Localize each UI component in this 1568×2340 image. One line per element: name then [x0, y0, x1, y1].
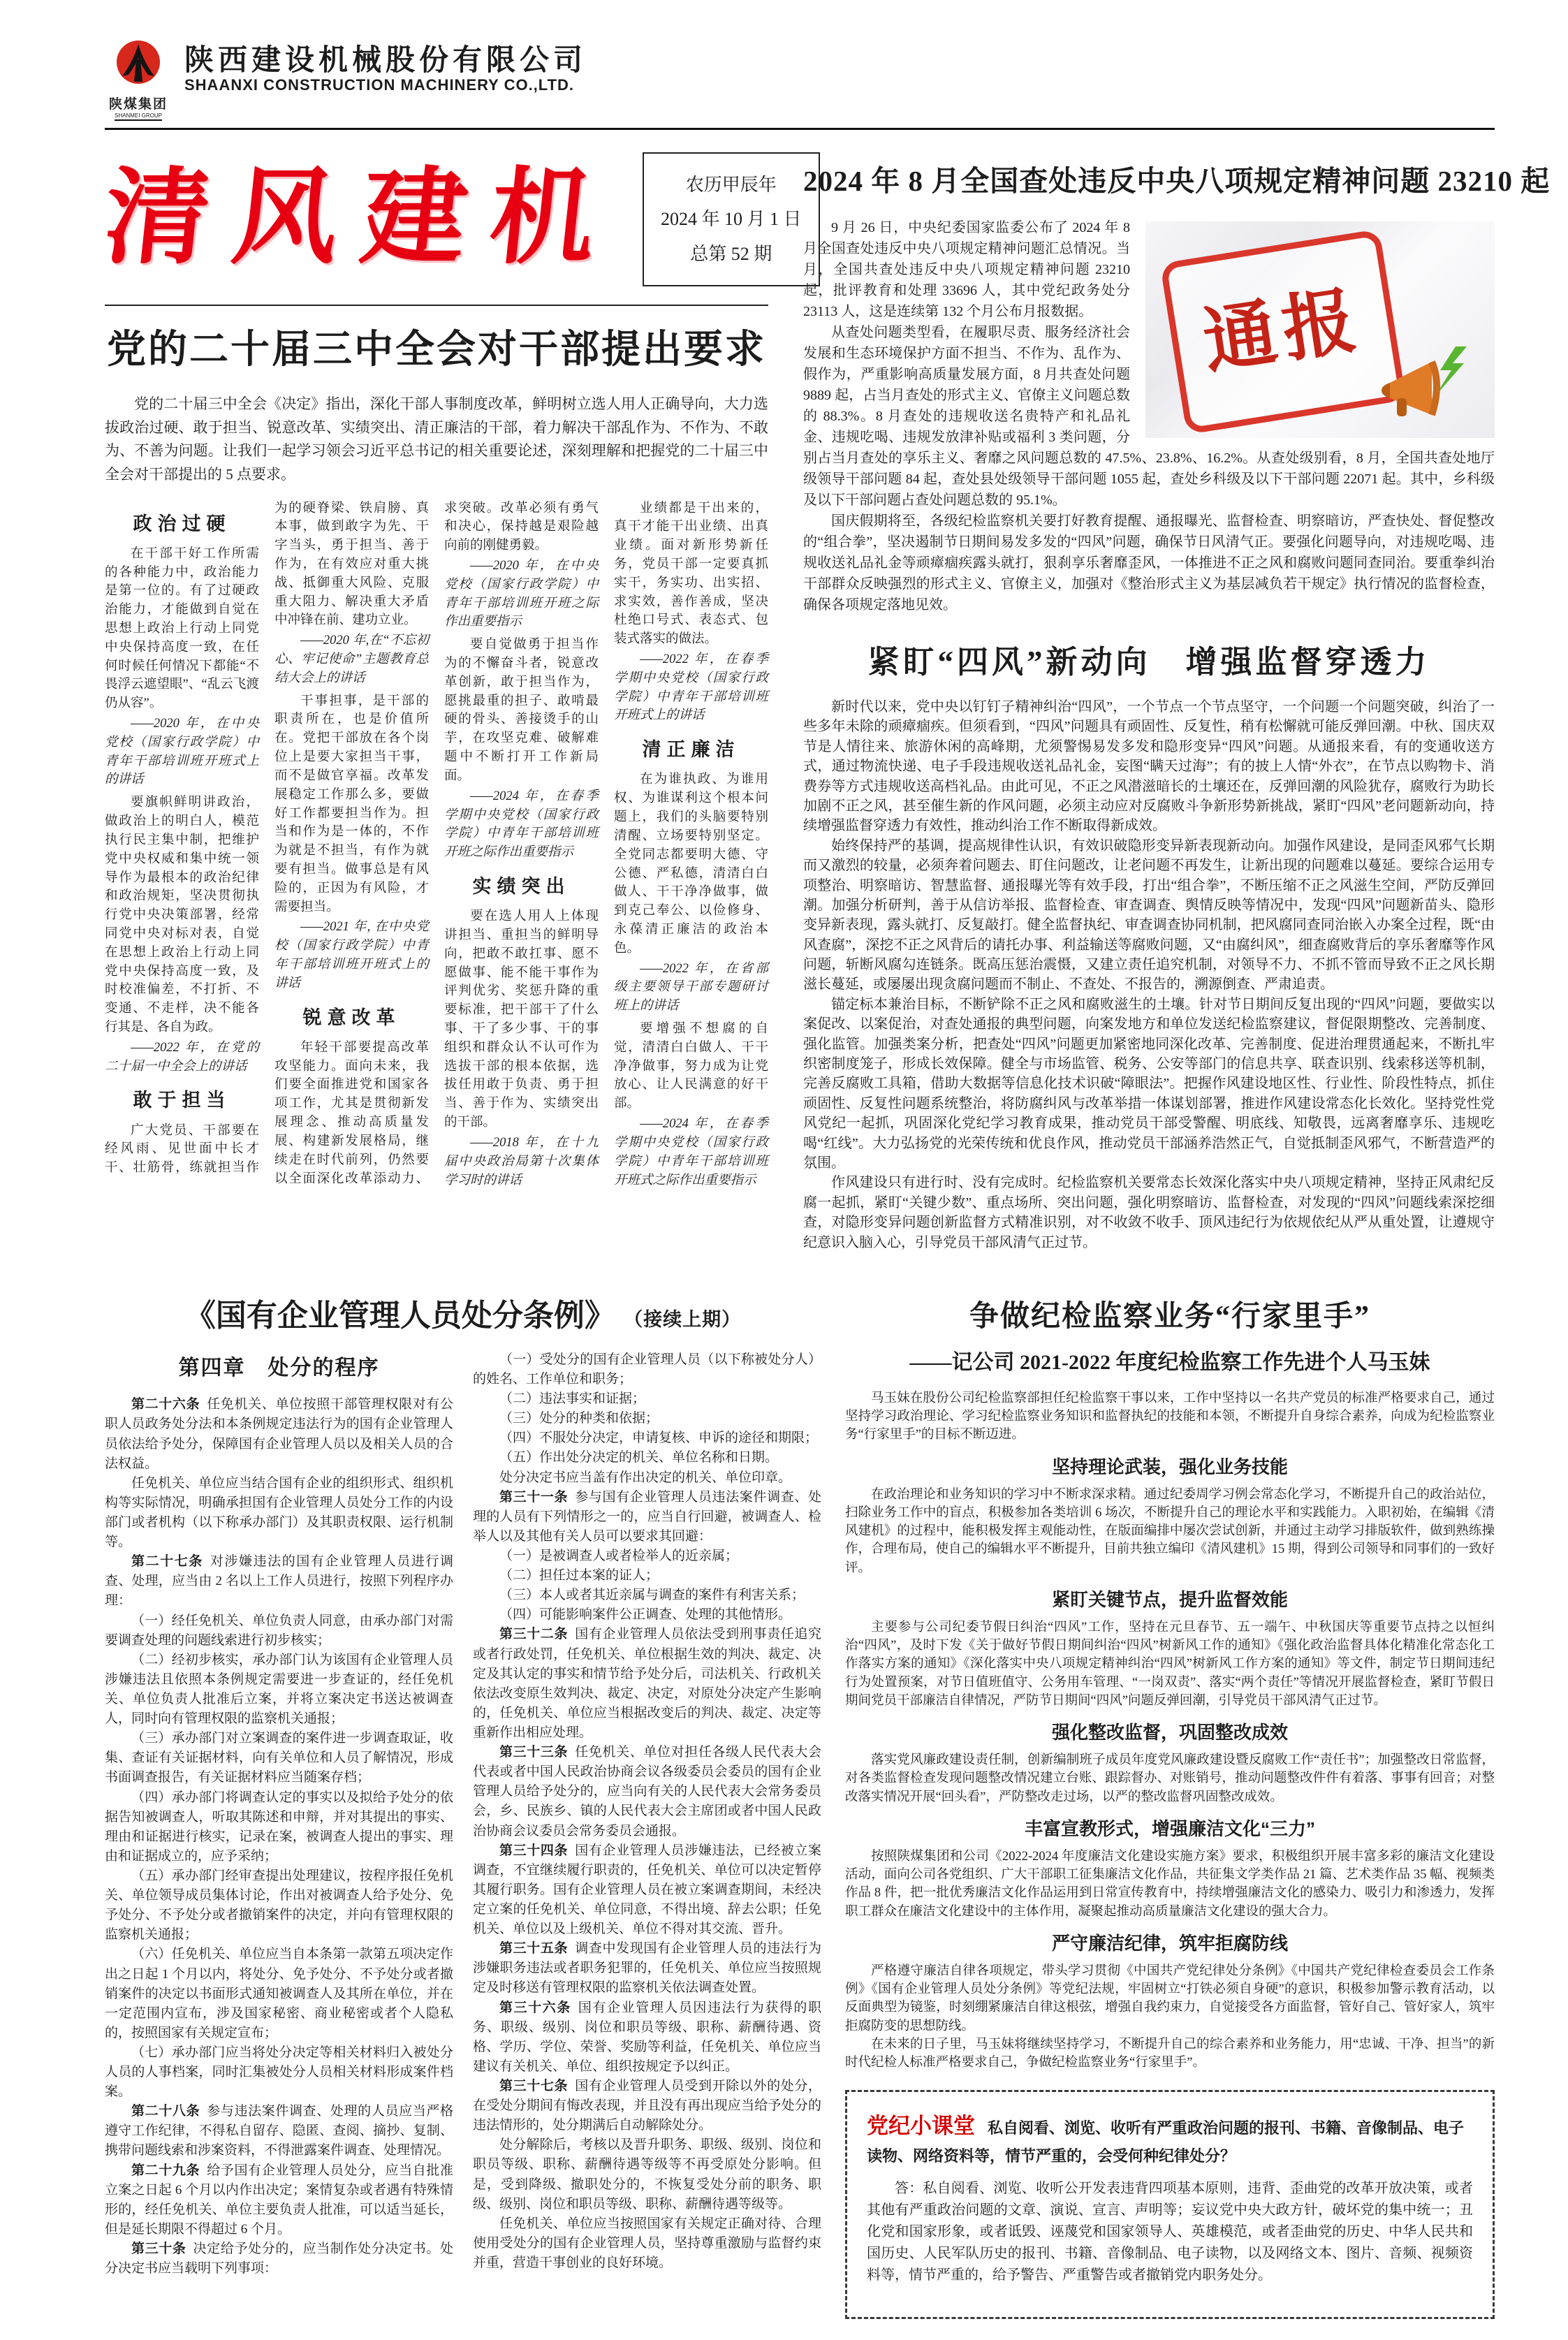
company-name-cn: 陕西建设机械股份有限公司 — [184, 43, 587, 76]
law-paragraph: 处分决定书应当盖有作出决定的机关、单位印章。 — [499, 1470, 792, 1485]
article-cadre-requirements — [105, 319, 768, 1190]
article1-paragraph: ——2021 年, 在中央党校（国家行政学院）中青年干部培训班开班式上的讲话 — [274, 920, 429, 990]
article2-title: 2024 年 8 月全国查处违反中央八项规定精神问题 23210 起 — [803, 165, 1551, 197]
article5-body — [845, 1389, 1495, 2072]
law-paragraph: （四）承办部门将调查认定的事实以及拟给予处分的依据告知被调查人，听取其陈述和申辩，并对其提出的事实、理由和证据进行核实，记录在案，被调查人提出的事实、理由和证据成立的，应予采纳； — [105, 1790, 453, 1864]
law-article-number: 第三十五条 — [499, 1941, 569, 1957]
article2-body — [803, 217, 1495, 615]
notice-frame — [1160, 229, 1407, 435]
law-article-number: 第三十条 — [131, 2242, 186, 2257]
article5-paragraph: 落实党风廉政建设责任制，创新编制班子成员年度党风廉政建设暨反腐败工作“责任书”；加强整改日常监督，对各类监督检查发现问题整改情况建立台账、跟踪督办、对账销号，推动问题整改件件有着落、事事有回音；对整改落实情况开展“回头看”，严防整改走过场，以严的整改监督巩固整改成效。 — [845, 1753, 1495, 1804]
classroom-title: 党纪小课堂 — [867, 2114, 975, 2139]
article-regulation — [105, 1286, 821, 2319]
issue-date: 2024 年 10 月 1 日 — [661, 209, 802, 230]
article1-paragraph: ——2022 年，在党的二十届一中全会上的讲话 — [105, 1040, 259, 1074]
law-article-number: 第二十六条 — [131, 1397, 200, 1412]
law-paragraph: 第二十七条 对涉嫌违法的国有企业管理人员进行调查、处理，应当由 2 名以上工作人员进行，按照下列程序办理： — [105, 1554, 453, 1609]
article4-body — [105, 1350, 821, 2279]
article1-body — [105, 499, 768, 1190]
law-paragraph: （五）作出处分决定的机关、单位名称和日期。 — [499, 1450, 779, 1465]
article1-paragraph: ——2022 年，在省部级主要领导干部专题研讨班上的讲话 — [614, 961, 768, 1014]
notice-label: 通报 — [1198, 279, 1368, 383]
issue-number: 总第 52 期 — [690, 243, 772, 264]
article1-paragraph: 要旗帜鲜明讲政治，做政治上的明白人，模范执行民主集中制，把维护党中央权威和集中统一领导作为最根本的政治纪律和政治规矩，坚决贯彻执行党中央决策部署，经常同党中央对标对表，自觉在思想上政治上行动上同党中央保持高度一致，及时校准偏差，不打折、不变通、不走样，决不能各行其是、各自为政。 — [105, 796, 259, 1034]
law-paragraph: 第三十条 决定给予处分的，应当制作处分决定书。处分决定书应当载明下列事项： — [105, 2242, 453, 2276]
law-article-number: 第三十七条 — [499, 2078, 569, 2093]
article1-paragraph: 业绩都是干出来的，真干才能干出业绩、出真业绩。面对新形势新任务，党员干部一定要真抓实干，务实功、出实招、求实效，善作善成，坚决杜绝口号式、表态式、包装式落实的做法。 — [614, 501, 768, 647]
article1-paragraph: 要在选人用人上体现讲担当、重担当的鲜明导向，把敢不敢扛事、愿不愿做事、能不能干事作为评判优劣、奖惩升降的重要标准，把干部干了什么事、干了多少事、干的事组织和群众认不认可作为选拔干部的根本依据，选拔任用敢于负责、勇于担当、善于作为、实绩突出的干部。 — [444, 909, 599, 1130]
lunar-year: 农历甲辰年 — [685, 175, 777, 195]
article2-paragraph: 从查处问题类型看，在履职尽责、服务经济社会发展和生态环境保护方面不担当、不作为、乱作为、假作为，严重影响高质量发展方面，8 月共查处问题 9889 起，占当月查处的形式主义、官僚主义问题总数的 88.3%。8 月查处的违规收送名贵特产和礼品礼金、违规吃喝、违规发放津补贴或福利 3 类问题，分别占当月查处的享乐主义、奢靡之风问题总数的 47.5%、23.8%、16.2%。从查处级别看，8 月，全国共查处地厅级领导干部问题 84 起，查处县处级领导干部问题 1055 起，查处乡科级及以下干部问题 22071 起。其中，乡科级及以下干部问题占查处问题总数的 95.1%。 — [803, 325, 1495, 508]
law-paragraph: （一）受处分的国有企业管理人员（以下称被处分人）的姓名、工作单位和职务； — [473, 1352, 821, 1387]
article1-paragraph: 清正廉洁 — [642, 739, 740, 761]
article5-paragraph: 紧盯关键节点，提升监督效能 — [1051, 1588, 1288, 1610]
article1-paragraph: 政治过硬 — [133, 513, 231, 534]
law-article-number: 第三十二条 — [499, 1627, 569, 1642]
group-name: 陕煤集团 — [108, 97, 168, 112]
group-logo — [105, 38, 172, 121]
law-paragraph: （七）承办部门应当将处分决定等相关材料归入被处分人员的人事档案，同时汇集被处分人员相关材料形成案件档案。 — [105, 2045, 453, 2100]
classroom-question: 私自阅看、浏览、收听有严重政治问题的报刊、书籍、音像制品、电子读物、网络资料等，情节严重的，会受何种纪律处分？ — [867, 2119, 1465, 2165]
law-paragraph: （五）承办部门经审查提出处理建议，按程序报任免机关、单位领导成员集体讨论，作出对被调查人给予处分、免予处分、不予处分或者撤销案件的决定，并向有管理权限的监察机关通报； — [105, 1868, 453, 1943]
law-paragraph: 任免机关、单位应当结合国有企业的组织形式、组织机构等实际情况，明确承担国有企业管理人员处分工作的内设部门或者机构（以下称承办部门）及其职责权限、运行机制等。 — [105, 1475, 453, 1550]
law-paragraph: 第三十四条 国有企业管理人员涉嫌违法，已经被立案调查，不宜继续履行职责的，任免机关、单位可以决定暂停其履行职务。国有企业管理人员在被立案调查期间，未经决定立案的任免机关、单位同意，不得出境、辞去公职；任免机关、单位以及上级机关、单位不得对其交流、晋升。 — [473, 1843, 821, 1937]
article3-title: 紧盯“四风”新动向 增强监督穿透力 — [867, 645, 1430, 680]
article3-body — [803, 697, 1495, 1252]
article1-paragraph: 年轻干部要提高改革攻坚能力。面向未来，我们要全面推进党和国家各项工作，尤其是贯彻新发展理念、推动高质量发展、构建新发展格局，继续走在时代前列，仍然要以全面深化改革添动力、求突破。改革必须有勇气和决心，保持越是艰险越向前的刚健勇毅。 — [274, 501, 599, 1186]
article5-paragraph: 马玉妹在股份公司纪检监察部担任纪检监察干事以来，工作中坚持以一名共产党员的标准严格要求自己，通过坚持学习政治理论、学习纪检监察业务知识和监督执纪的技能和本领，不断提升自身综合素养，向成为纪检监察业务“行家里手”的目标不断迈进。 — [845, 1391, 1495, 1442]
article4-title: 《国有企业管理人员处分条例》 （接续上期） — [184, 1298, 742, 1333]
law-article-number: 第二十八条 — [131, 2104, 200, 2119]
masthead-title: 清风建机 — [98, 161, 625, 277]
article3-paragraph: 始终保持严的基调，提高规律性认识，有效识破隐形变异新表现新动向。加强作风建设，是同歪风邪气长期而又激烈的较量，必须奔着问题去、盯住问题改，让老问题不再发生，让新出现的问题难以蔓延。要综合运用专项整治、明察暗访、智慧监督、通报曝光等有效手段，打出“组合拳”，不断压缩不正之风滋生空间，严防反弹回潮。加强分析研判，善于从信访举报、监督检查、审查调查、舆情反映等情况中，发现“四风”问题新苗头、隐形变异新表现，露头就打、反复敲打。健全监督执纪、审查调查协同机制，把风腐同查同治嵌入办案全过程，既“由风查腐”，深挖不正之风背后的请托办事、利益输送等腐败问题，又“由腐纠风”，细查腐败背后的享乐奢靡等作风问题，斩断风腐勾连链条。既高压惩治震慑，又建立责任追究机制，对领导不力、不抓不管而导致不正之风长期滋长蔓延，或屡屡出现贪腐问题而不制止、不查处、不报告的，溯源倒查、严肃追责。 — [803, 838, 1495, 993]
article1-paragraph: 要自觉做勇于担当作为的不懈奋斗者，锐意改革创新，敢于担当作为，愿挑最重的担子、敢啃最硬的骨头、善接烫手的山芋，在攻坚克难、破解难题中不断打开工作新局面。 — [444, 638, 599, 783]
law-article-number: 第二十九条 — [131, 2163, 200, 2178]
law-paragraph: （三）承办部门对立案调查的案件进一步调查取证，收集、查证有关证据材料，向有关单位和人员了解情况，形成书面调查报告，有关证据材料应当随案存档； — [105, 1731, 453, 1785]
law-paragraph: （六）任免机关、单位应当自本条第一款第五项决定作出之日起 1 个月以内，将处分、免予处分、不予处分或者撤销案件的决定以书面形式通知被调查人及其所在单位，并在一定范围内宣布，涉及国家秘密、商业秘密或者个人隐私的，按照国家有关规定宣布； — [105, 1947, 453, 2040]
law-paragraph: （三）处分的种类和依据； — [499, 1411, 659, 1426]
group-logo-icon — [112, 38, 164, 92]
law-article-number: 第三十一条 — [499, 1489, 569, 1505]
article1-paragraph: 要增强不想腐的自觉，清清白白做人、干干净净做事，努力成为让党放心、让人民满意的好干部。 — [614, 1022, 768, 1111]
law-paragraph: （四）可能影响案件公正调查、处理的其他情形。 — [499, 1607, 792, 1623]
law-article-number: 第三十四条 — [499, 1843, 569, 1858]
article1-paragraph: ——2024 年，在春季学期中央党校（国家行政学院）中青年干部培训班开班式之际作出重要指示 — [614, 1117, 768, 1187]
article3-paragraph: 锚定标本兼治目标，不断铲除不正之风和腐败滋生的土壤。针对节日期间反复出现的“四风”问题，要做实以案促改、以案促治，对查处通报的典型问题，向案发地方和单位发送纪检监察建议，督促限期整改、完善制度、强化监管。加强类案分析，把查处“四风”问题更加紧密地同深化改革、完善制度、促进治理贯通起来，不断扎牢织密制度笼子，形成长效保障。健全与市场监管、税务、公安等部门的信息共享、联查识别、线索移送等机制，完善反腐败工具箱，借助大数据等信息化技术识破“障眼法”。把握作风建设地区性、行业性、阶段性特点，抓住顽固性、反复性问题系统整治，将防腐纠风与改革举措一体谋划部署，推进作风建设常态化长效化。坚持党性党风党纪一起抓，巩固深化党纪学习教育成果，推动党员干部受警醒、明底线、知敬畏，远离奢靡享乐、违规吃喝“红线”。大力弘扬党的光荣传统和优良作风，推动党员干部涵养浩然正气，自觉抵制歪风邪气，不断营造严的氛围。 — [803, 996, 1495, 1171]
law-article-number: 第三十三条 — [499, 1745, 569, 1760]
article5-paragraph: 坚持理论武装，强化业务技能 — [1051, 1456, 1288, 1477]
law-paragraph: 第三十五条 调查中发现国有企业管理人员的违法行为涉嫌职务违法或者职务犯罪的，任免机关、单位应当按照规定及时移送有管理权限的监察机关依法调查处置。 — [473, 1941, 821, 1996]
article1-paragraph: ——2020 年，在中央党校（国家行政学院）中青年干部培训班开班式上的讲话 — [105, 717, 259, 787]
article1-paragraph: 敢于担当 — [133, 1090, 231, 1111]
article1-paragraph: ——2020 年,在“不忘初心、牢记使命”主题教育总结大会上的讲话 — [274, 634, 429, 685]
article-four-winds — [803, 636, 1495, 1252]
article3-paragraph: 新时代以来，党中央以钉钉子精神纠治“四风”，一个节点一个节点坚守，一个问题一个问题突破，纠治了一些多年未除的顽瘴痼疾。但须看到，“四风”问题具有顽固性、反复性，稍有松懈就可能反弹回潮。中秋、国庆双节是人情往来、旅游休闲的高峰期，尤须警惕易发多发和隐形变异“四风”问题。从通报来看，有的变通收送方式，通过物流快递、电子手段违规收送礼品礼金，妄图“瞒天过海”；有的披上人情“外衣”，在节点以购物卡、消费券等方式违规收送高档礼品。由此可见，不正之风潜滋暗长的土壤还在，反弹回潮的风险犹存，腐败行为助长加剧不正之风，甚至催生新的作风问题，必须主动应对反腐败斗争新形势新挑战，紧盯“四风”老问题新动向，持续增强监督穿透力有效性，推动纠治工作不断取得新成效。 — [803, 699, 1495, 834]
article1-paragraph: 在为谁执政、为谁用权、为谁谋利这个根本问题上，我们的头脑要特别清醒、立场要特别坚定。全党同志都要明大德、守公德、严私德，清清白白做人、干干净净做事，做到克己奉公、以俭修身、永葆清正廉洁的政治本色。 — [614, 773, 768, 956]
article5-paragraph: 强化整改监督，巩固整改成效 — [1051, 1722, 1288, 1743]
article-eight-regulations — [803, 158, 1551, 615]
page-header — [105, 38, 1495, 121]
article5-paragraph: 严守廉洁纪律，筑牢拒腐防线 — [1051, 1932, 1288, 1954]
law-paragraph: 第三十二条 国有企业管理人员依法受到刑事责任追究或者行政处罚，任免机关、单位根据生效的判决、裁定、决定及其认定的事实和情节给予处分后，司法机关、行政机关依法改变原生效判决、裁定、决定，对原处分决定产生影响的，任免机关、单位应当根据改变后的判决、裁定、决定等重新作出相应处理。 — [473, 1627, 821, 1741]
party-discipline-classroom-box — [845, 2090, 1495, 2319]
article3-paragraph: 作风建设只有进行时、没有完成时。纪检监察机关要常态长效深化落实中央八项规定精神，坚持正风肃纪反腐一起抓，紧盯“关键少数”、重点场所、突出问题，强化明察暗访、监督检查，对发现的“四风”问题线索深挖细查，对隐形变异问题创新监督方式精准识别，对不收敛不收手、顶风违纪行为依规依纪从严从重处置，让遵规守纪意识入脑入心，引导党员干部风清气正过节。 — [803, 1175, 1495, 1250]
law-paragraph: （一）经任免机关、单位负责人同意，由承办部门对需要调查处理的问题线索进行初步核实； — [105, 1613, 453, 1648]
article2-paragraph: 9 月 26 日，中央纪委国家监委公布了 2024 年 8 月全国查处违反中央八项规定精神问题汇总情况。当月，全国共查处违反中央八项规定精神问题 23210 起，批评教育和处理 33696 人，其中党纪政务处分 23113 人，这是连续第 132 个月公布月报数据。 — [803, 220, 1130, 319]
law-paragraph: 第三十七条 国有企业管理人员受到开除以外的处分，在受处分期间有悔改表现，并且没有再出现应当给予处分的违法情形的，处分期满后自动解除处分。 — [473, 2078, 821, 2133]
article1-title: 党的二十届三中全会对干部提出要求 — [107, 328, 766, 372]
article5-paragraph: 主要参与公司纪委节假日纠治“四风”工作，坚持在元旦春节、五一端午、中秋国庆等重要节点持之以恒纠治“四风”，及时下发《关于做好节假日期间纠治“四风”树新风工作的通知》《强化政治监督具体化精准化常态化工作落实方案的通知》《深化落实中央八项规定精神纠治“四风”树新风工作方案的通知》等文件，制定节日期间违纪行为处置预案，对节日值班值守、公务用车管理、“一岗双责”、落实“两个责任”等情况开展监督检查，紧盯节假日期间党员干部廉洁自律情况，严防节日期间“四风”问题反弹回潮，引导党员干部风清气正过节。 — [845, 1620, 1495, 1708]
law-paragraph: 处分解除后，考核以及晋升职务、职级、级别、岗位和职员等级、职称、薪酬待遇等级等不再受原处分影响。但是，受到降级、撤职处分的，不恢复受处分前的职务、职级、级别、岗位和职员等级、职称、薪酬待遇等级等。 — [473, 2137, 821, 2211]
article5-paragraph: 丰富宣教形式，增强廉洁文化“三力” — [1024, 1818, 1315, 1839]
law-paragraph: （三）本人或者其近亲属与调查的案件有利害关系； — [499, 1588, 805, 1603]
article5-subtitle: ——记公司 2021-2022 年度纪检监察工作先进个人马玉妹 — [909, 1350, 1430, 1374]
law-paragraph: 第三十三条 任免机关、单位对担任各级人民代表大会代表或者中国人民政治协商会议各级委员会委员的国有企业管理人员给予处分的，应当向有关的人民代表大会常务委员会，乡、民族乡、镇的人民代表大会主席团或者中国人民政治协商会议委员会常务委员会通报。 — [473, 1745, 821, 1838]
company-name-block — [184, 38, 587, 94]
group-name-en: SHANMEI GROUP — [115, 112, 162, 121]
law-paragraph: 第三十一条 参与国有企业管理人员违法案件调查、处理的人员有下列情形之一的，应当自行回避，被调查人、检举人以及其他有关人员可以要求其回避： — [473, 1489, 821, 1544]
law-paragraph: 第二十八条 参与违法案件调查、处理的人员应当严格遵守工作纪律，不得私自留存、隐匿、查阅、摘抄、复制、携带问题线索和涉案资料，不得泄露案件调查、处理情况。 — [105, 2104, 453, 2158]
law-article-number: 第二十七条 — [131, 1554, 203, 1570]
article5-paragraph: 在政治理论和业务知识的学习中不断求深求精。通过纪委周学习例会常态化学习，不断提升自己的政治站位，扫除业务工作中的盲点，积极参加各类培训 6 场次，不断提升自己的理论水平和实践能力。入职初始，在编辑《清风建机》的过程中，能积极发挥主观能动性，在版面编排中屡次尝试创新，并通过主动学习排版软件，做到熟练操作，合理布局，使自己的编辑水平不断提升，目前共独立编印《清风建机》15 期，得到公司领导和同事们的一致好评。 — [845, 1487, 1495, 1575]
issue-date-box — [643, 152, 820, 286]
law-paragraph: 第四章 处分的程序 — [178, 1356, 380, 1380]
article-profile — [845, 1293, 1495, 2072]
article5-paragraph: 在未来的日子里，马玉妹将继续坚持学习，不断提升自己的综合素养和业务能力，用“忠诚、干净、担当”的新时代纪检人标准严格要求自己，争做纪检监察业务“行家里手”。 — [845, 2037, 1495, 2070]
article2-paragraph: 国庆假期将至，各级纪检监察机关要打好教育提醒、通报曝光、监督检查、明察暗访，严查快处、督促整改的“组合拳”，坚决遏制节日期间易发多发的“四风”问题，确保节日风清气正。要强化问题导向，对违规吃喝、违规收送礼品礼金等顽瘴痼疾露头就打，狠刹享乐奢靡歪风，一体推进不正之风和腐败问题同查同治。要重拳纠治干部群众反映强烈的形式主义、官僚主义，加强对《整治形式主义为基层减负若干规定》执行情况的监督检查，确保各项规定落地见效。 — [803, 513, 1495, 613]
article1-paragraph: 在干部干好工作所需的各种能力中，政治能力是第一位的。有了过硬政治能力，才能做到自觉在思想上政治上行动上同党中央保持高度一致，在任何时候任何情况下都能“不畏浮云遮望眼”、“乱云飞渡仍从容”。 — [105, 546, 259, 711]
megaphone-icon — [1373, 342, 1485, 432]
classroom-header — [867, 2109, 1473, 2168]
company-name-en: SHAANXI CONSTRUCTION MACHINERY CO.,LTD. — [184, 76, 575, 94]
article1-lead: 党的二十届三中全会《决定》指出，深化干部人事制度改革，鲜明树立选人用人正确导向，大力选拔政治过硬、敢于担当、锐意改革、实绩突出、清正廉洁的干部，着力解决干部乱作为、不作为、不敢为、不善为问题。让我们一起学习领会习近平总书记的相关重要论述，深刻理解和把握党的二十届三中全会对干部提出的 5 点要求。 — [105, 395, 768, 483]
article1-paragraph: ——2022 年，在春季学期中央党校（国家行政学院）中青年干部培训班开班式上的讲话 — [614, 652, 768, 723]
article1-paragraph: 实绩突出 — [472, 875, 571, 897]
law-paragraph: 任免机关、单位应当按照国家有关规定正确对待、合理使用受处分的国有企业管理人员，坚持尊重激励与监督约束并重，营造干事创业的良好环境。 — [473, 2216, 821, 2270]
law-paragraph: 第三十六条 国有企业管理人员因违法行为获得的职务、职级、级别、岗位和职员等级、职称、薪酬待遇、资格、学历、学位、荣誉、奖励等利益，任免机关、单位应当建议有关机关、单位、组织按规定予以纠正。 — [473, 2000, 821, 2074]
article5-paragraph: 严格遵守廉洁自律各项规定，带头学习贯彻《中国共产党纪律处分条例》《中国共产党纪律检查委员会工作条例》《国有企业管理人员处分条例》等党纪法规，牢固树立“打铁必须自身硬”的意识，积极参加警示教育活动，以反面典型为镜鉴，时刻绷紧廉洁自律这根弦，增强自我约束力，自觉接受各方面监督，管好自己、管好家人，筑牢拒腐防变的思想防线。 — [845, 1964, 1495, 2033]
law-paragraph: 第二十六条 任免机关、单位按照干部管理权限对有公职人员政务处分法和本条例规定违法行为的国有企业管理人员依法给予处分，保障国有企业管理人员以及相关人员的合法权益。 — [105, 1397, 453, 1471]
article1-paragraph: 干事担事，是干部的职责所在，也是价值所在。党把干部放在各个岗位上是要大家担当干事，而不是做官享福。改革发展稳定工作那么多，要做好工作都要担当作为。担当和作为是一体的，不作为就是不担当，有作为就要有担当。做事总是有风险的，正因为有风险，才需要担当。 — [274, 694, 429, 914]
article5-title: 争做纪检监察业务“行家里手” — [969, 1300, 1370, 1333]
article1-paragraph: ——2018 年，在十九届中央政治局第十次集体学习时的讲话 — [444, 1135, 599, 1187]
masthead — [98, 152, 802, 286]
law-paragraph: 第二十九条 给予国有企业管理人员处分，应当自批准立案之日起 6 个月以内作出决定；案情复杂或者遇有特殊情形的，经任免机关、单位主要负责人批准，可以适当延长，但是延长期限不得超过 6 个月。 — [105, 2163, 453, 2237]
law-article-number: 第三十六条 — [499, 2000, 571, 2015]
article1-paragraph: 锐意改革 — [302, 1007, 401, 1028]
law-paragraph: （二）经初步核实，承办部门认为该国有企业管理人员涉嫌违法且依照本条例规定需要进一步查证的，经任免机关、单位负责人批准后立案，并将立案决定书送达被调查人，同时向有管理权限的监察机关通报； — [105, 1652, 453, 1727]
article4-continued-note: （接续上期） — [624, 1308, 742, 1330]
law-paragraph: （四）不服处分决定，申请复核、申诉的途径和期限； — [499, 1431, 819, 1446]
article1-paragraph: 广大党员、干部要在经风雨、见世面中长才干、壮筋骨，练就担当作为的硬脊梁、铁肩膀、真本事，做到敢字为先、干字当头，勇于担当、善于作为，在有效应对重大挑战、抵御重大风险、克服重大阻力、解决重大矛盾中冲锋在前、建功立业。 — [105, 501, 429, 1176]
law-paragraph: （二）担任过本案的证人； — [499, 1568, 659, 1584]
notice-illustration — [1145, 221, 1495, 438]
article1-paragraph: ——2020 年，在中央党校（国家行政学院）中青年干部培训班开班之际作出重要指示 — [444, 558, 599, 629]
law-paragraph: （一）是被调查人或者检举人的近亲属； — [499, 1549, 739, 1564]
classroom-answer: 答：私自阅看、浏览、收听公开发表违背四项基本原则，违背、歪曲党的改革开放决策，或者其他有严重政治问题的文章、演说、宣言、声明等；妄议党中央大政方针，破坏党的集中统一；丑化党和国家形象，或者诋毁、诬蔑党和国家领导人、英雄模范，或者歪曲党的历史、中华人民共和国历史、人民军队历史的报刊、书籍、音像制品、电子读物，以及网络文本、图片、音频、视频资料等，情节严重的，给予警告、严重警告或者撤销党内职务处分。 — [867, 2181, 1473, 2283]
header-divider — [105, 128, 1495, 130]
article5-paragraph: 按照陕煤集团和公司《2022-2024 年度廉洁文化建设实施方案》要求，积极组织开展丰富多彩的廉洁文化建设活动，面向公司各党组织、广大干部职工征集廉洁文化作品，共征集文学类作品 21 篇、艺术类作品 35 幅、视频类作品 8 件，把一批优秀廉洁文化作品运用到日常宣传教育中，持续增强廉洁文化的感染力、吸引力和渗透力，发挥职工群众在廉洁文化建设中的主体作用，凝聚起推动高质量廉洁文化建设的强大合力。 — [845, 1849, 1495, 1919]
law-paragraph: （二）违法事实和证据； — [499, 1391, 646, 1407]
article1-paragraph: ——2024 年，在春季学期中央党校（国家行政学院）中青年干部培训班开班之际作出重要指示 — [444, 789, 599, 860]
masthead-divider — [105, 305, 768, 306]
